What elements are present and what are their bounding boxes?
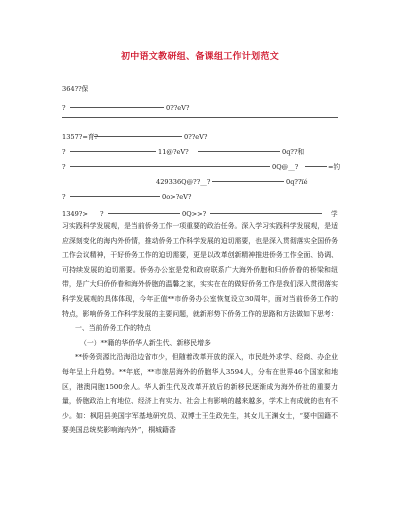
header-rule xyxy=(198,151,280,152)
header-line-8-mid: 0Q>>? xyxy=(182,210,207,218)
header-line-2-start: ? xyxy=(62,104,66,112)
header-rule xyxy=(305,166,327,167)
header-rule xyxy=(212,181,284,182)
header-line-7-end: 0o>?eV? xyxy=(162,193,192,201)
header-rule xyxy=(70,196,160,197)
document-title: 初中语文教研组、备课组工作计划范文 xyxy=(120,52,280,62)
header-line-3-start: 1357?=育? xyxy=(62,133,98,141)
header-rule xyxy=(70,151,156,152)
header-line-8-end: 学 xyxy=(331,210,338,218)
header-line-6-end: 0q??ïé xyxy=(286,178,308,186)
header-line-3-end: 0??eV? xyxy=(184,133,208,141)
header-rule xyxy=(70,107,164,108)
header-line-6-start: 429336Q@??__? xyxy=(156,178,211,186)
header-line-7-start: ? xyxy=(62,193,66,201)
header-line-4-mid: 11@?eV? xyxy=(158,148,189,156)
header-line-8-start: 1349?> xyxy=(62,210,88,218)
header-line-8-mark: ? xyxy=(100,210,104,218)
header-line-5-start: ? xyxy=(62,163,66,171)
header-line-5-mid: 0Q@__? xyxy=(272,163,299,171)
header-rule xyxy=(94,136,182,137)
subsection-heading: （一）**籍的华侨华人新生代、新移民增多 xyxy=(80,338,211,347)
header-line-5-end: =钓 xyxy=(328,163,341,171)
header-rule xyxy=(70,166,270,167)
header-line-2-end: 0??eV? xyxy=(166,104,190,112)
header-line-4-end: 0q??和 xyxy=(282,148,305,156)
header-rule xyxy=(108,213,180,214)
header-line-1: 364??保 xyxy=(62,85,89,93)
header-rule xyxy=(210,213,322,214)
body-paragraph: **侨务资源比沿海沿边省市少，但随着改革开放的深入，市民赴外求学、经商、办企业每年呈上升趋势。**年底，**市旅居海外的侨胞华人3594人，分布在世界46个国家和地区，港澳同胞1500余人。华人新生代及改革开放后的新移民逐渐成为海外侨社的重要力量，侨胞政治上有地位、经济上有实力、社会上有影响的越来越多，学术上有成就的也有不少。如：枫阳县美国宇军基地研究员、双博士王生政先生，其女儿王渊女士，“要中国籍不要美国总统奖影响海内外”，桐城籍香 xyxy=(62,353,338,435)
document-body xyxy=(62,219,338,438)
header-line-4-start: ? xyxy=(62,148,66,156)
body-paragraph: 习实践科学发展观，是当前侨务工作一项重要的政治任务。深入学习实践科学发展观，是适应深刻变化的海内外侨情，推动侨务工作科学发展的迫切需要，也是深入贯彻落实全国侨务工作会议精神，干好侨务工作的迫切需要，更是以改革创新精神推进侨务工作全面、协调、可持续发展的迫切需要。侨务办公室是党和政府联系广大海外侨胞和归侨侨眷的桥梁和纽带，是广大归侨侨眷和海外侨胞的温馨之家，实实在在的做好侨务工作是我们深入贯彻落实科学发展观的具体体现，今年正值**市侨务办公室恢复设立30周年，面对当前侨务工作的特点，影响侨务工作科学发展的主要问题，就新形势下侨务工作的思路和方法做如下思考： xyxy=(62,222,338,318)
section-heading: 一、当前侨务工作的特点 xyxy=(75,324,151,333)
header-rule xyxy=(62,117,338,118)
